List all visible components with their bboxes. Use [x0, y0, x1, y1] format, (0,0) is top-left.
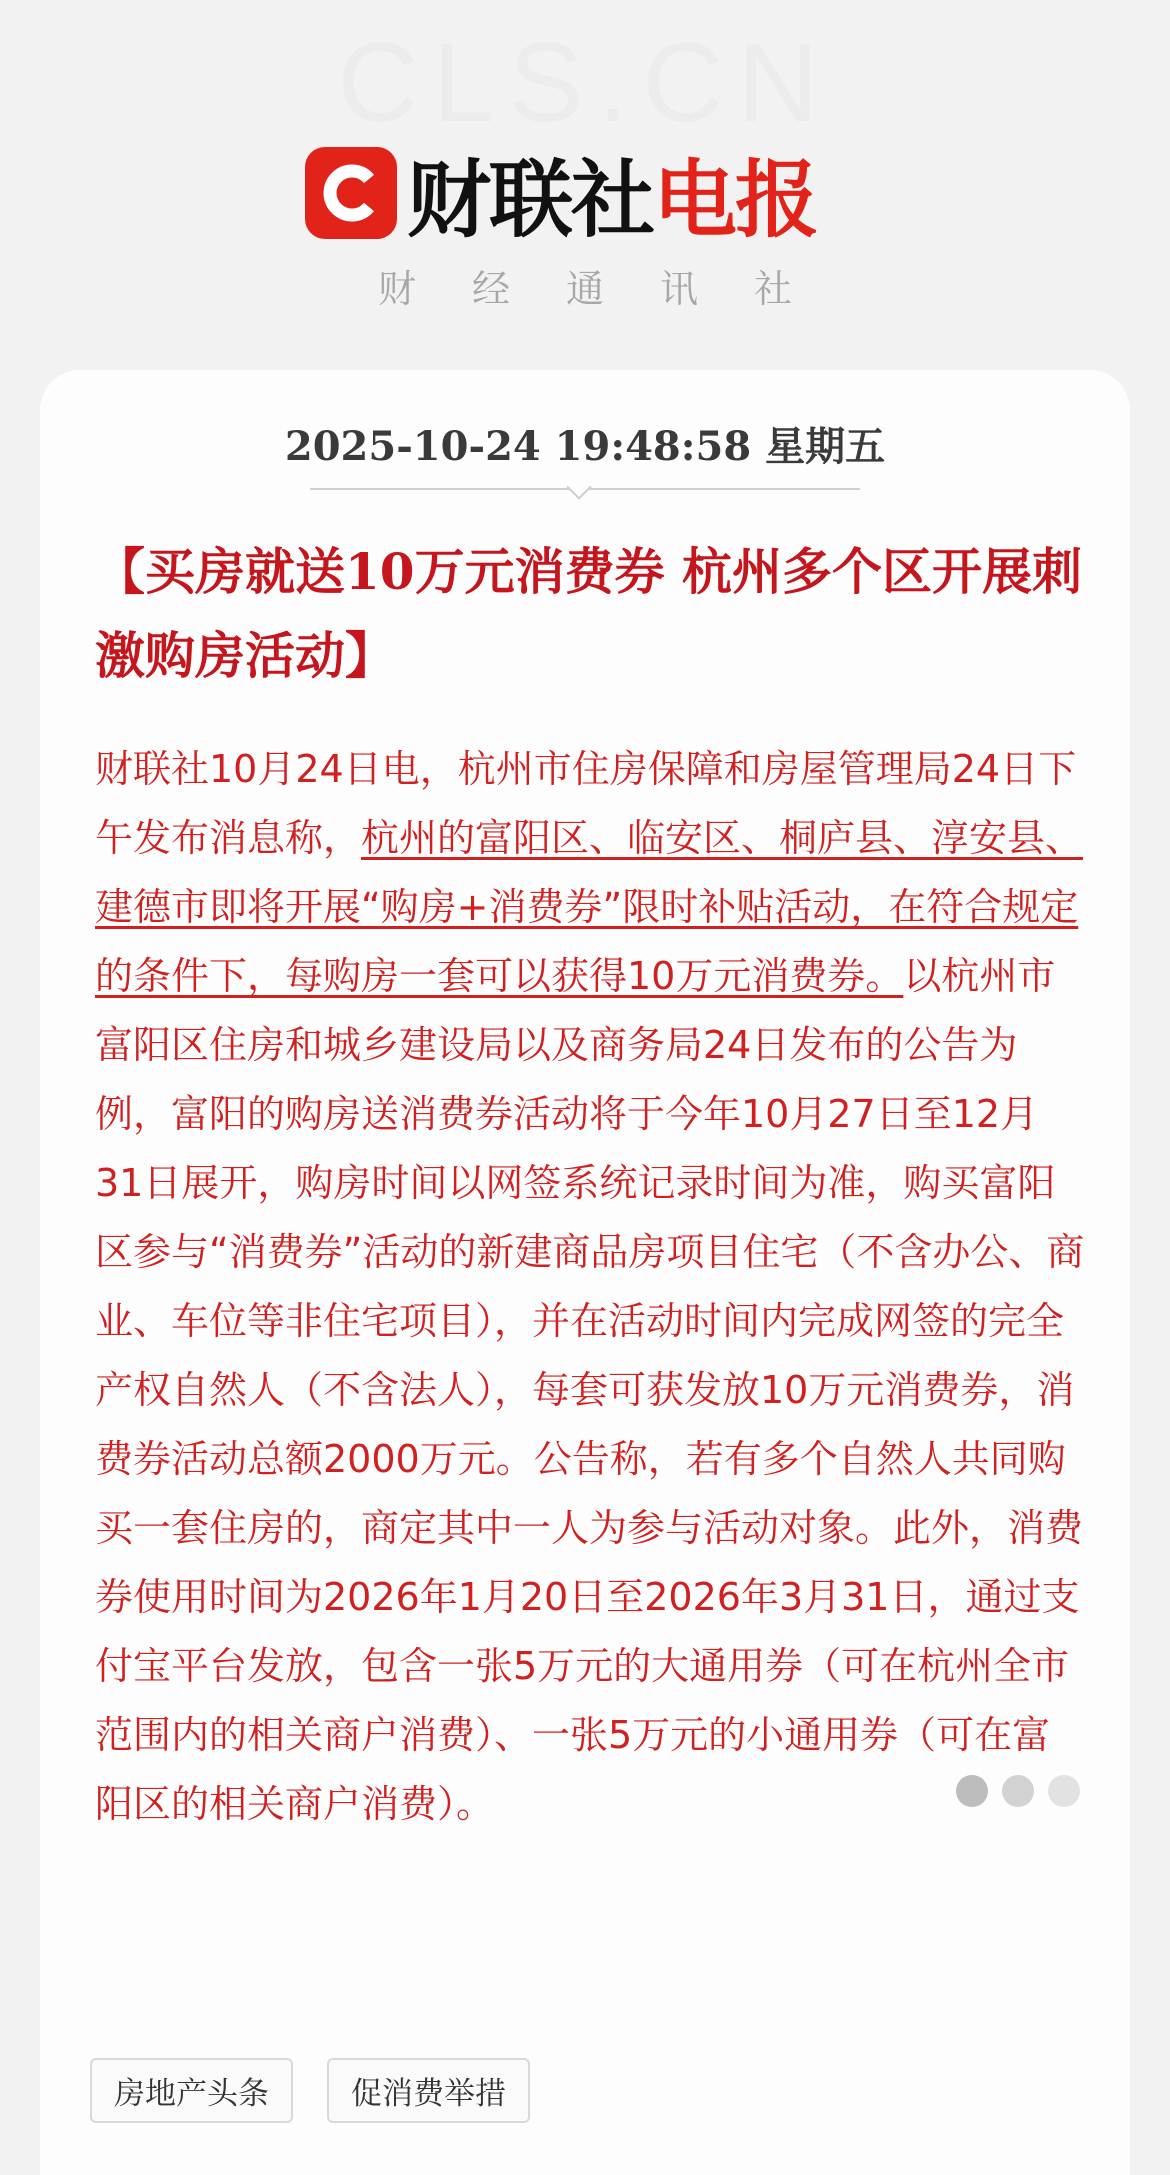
brand-name-black: 财联社: [407, 150, 654, 249]
body-intro: 财联社10月24日电，杭州市住房保障和房屋管理局24日下午发布消息称，: [95, 747, 1077, 860]
dot-icon: [1048, 1775, 1080, 1807]
tag-consumption[interactable]: 促消费举措: [327, 2058, 530, 2123]
article-body: [95, 735, 1085, 1839]
article-card: [40, 370, 1130, 2175]
brand-logo: [305, 145, 818, 249]
cls-c-logo-icon: [305, 147, 397, 239]
body-highlight-underlined: 杭州的富阳区、临安区、桐庐县、淳安县、建德市即将开展“购房+消费券”限时补贴活动，在符合规定的条件下，每购房一套可以获得10万元消费券。: [95, 816, 1084, 998]
article-datetime: 2025-10-24 19:48:58 星期五: [284, 423, 886, 470]
body-details: 以杭州市富阳区住房和城乡建设局以及商务局24日发布的公告为例，富阳的购房送消费券活动将于今年10月27日至12月31日展开，购房时间以网签系统记录时间为准，购买富阳区参与“消费券”活动的新建商品房项目住宅（不含办公、商业、车位等非住宅项目），并在活动时间内完成网签的完全产权自然人（不含法人），每套可获发放10万元消费券，消费券活动总额2000万元。公告称，若有多个自然人共同购买一套住房的，商定其中一人为参与活动对象。此外，消费券使用时间为2026年1月20日至2026年3月31日，通过支付宝平台发放，包含一张5万元的大通用券（可在杭州全市范围内的相关商户消费）、一张5万元的小通用券（可在富阳区的相关商户消费）。: [95, 954, 1085, 1826]
divider-notch: [566, 474, 591, 499]
brand-name: [407, 133, 817, 254]
brand-name-red: 电报: [653, 150, 818, 249]
tag-real-estate[interactable]: 房地产头条: [90, 2058, 293, 2123]
brand-tagline: 财经通讯社: [377, 267, 848, 311]
topic-tags: [90, 2058, 530, 2123]
more-dots-icon[interactable]: [956, 1775, 1080, 1807]
dot-icon: [956, 1775, 988, 1807]
watermark-text: CLS.CN: [337, 20, 833, 145]
dot-icon: [1002, 1775, 1034, 1807]
article-headline: 【买房就送10万元消费券 杭州多个区开展刺激购房活动】: [95, 542, 1082, 685]
